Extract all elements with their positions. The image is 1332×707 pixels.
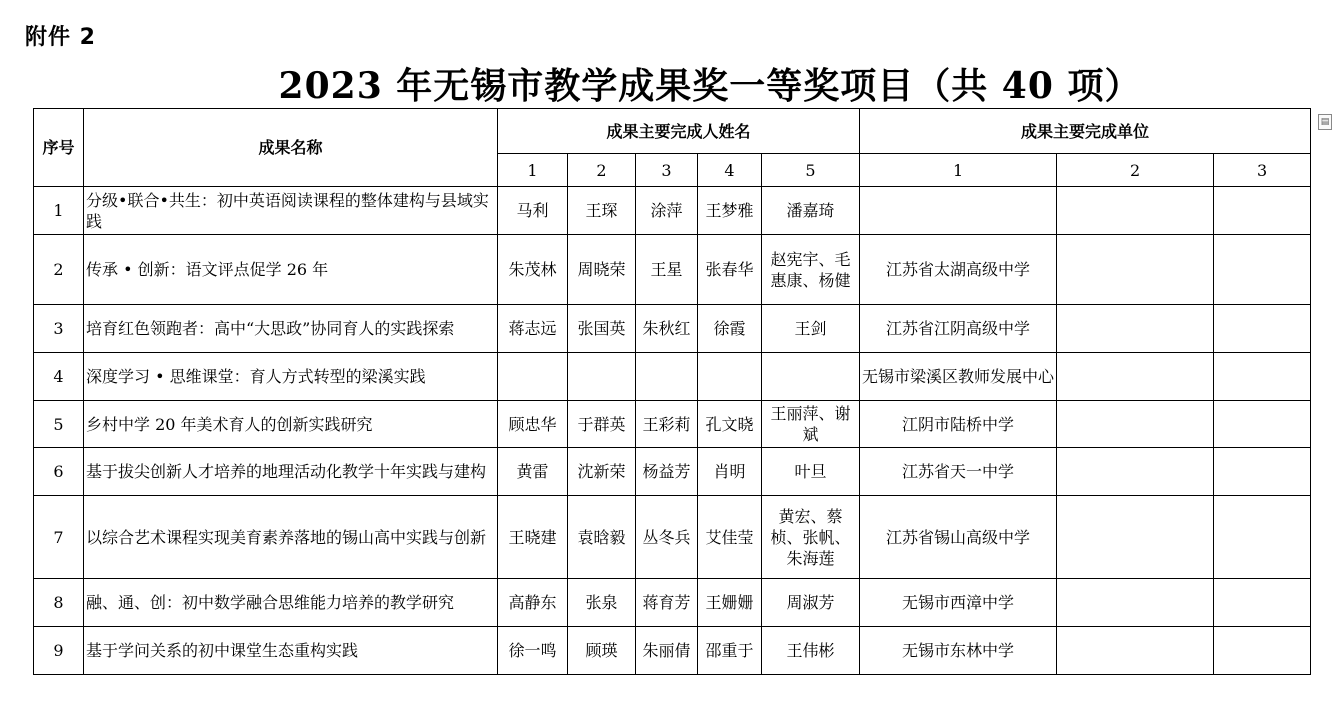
row-unit <box>1057 353 1214 401</box>
row-unit <box>1057 305 1214 353</box>
table-row <box>34 187 1311 235</box>
header-name: 成果名称 <box>84 109 498 187</box>
award-table <box>33 108 1311 675</box>
header-unit-col-2: 2 <box>1057 154 1214 187</box>
row-person: 高静东 <box>498 579 568 627</box>
row-person: 朱丽倩 <box>636 627 698 675</box>
row-seq: 8 <box>34 579 84 627</box>
row-person: 周晓荣 <box>568 235 636 305</box>
row-unit: 无锡市梁溪区教师发展中心 <box>860 353 1057 401</box>
row-person: 沈新荣 <box>568 448 636 496</box>
row-unit <box>1057 187 1214 235</box>
row-unit <box>1214 235 1311 305</box>
page-icon[interactable]: ▤ <box>1318 114 1332 130</box>
attachment-label: 附件 2 <box>25 25 96 50</box>
header-persons: 成果主要完成人姓名 <box>498 109 860 154</box>
row-person: 王彩莉 <box>636 401 698 448</box>
row-person: 朱秋红 <box>636 305 698 353</box>
row-person: 周淑芳 <box>762 579 860 627</box>
row-unit <box>1214 448 1311 496</box>
row-name: 深度学习 • 思维课堂：育人方式转型的梁溪实践 <box>84 353 498 401</box>
row-person: 张国英 <box>568 305 636 353</box>
row-person: 王丽萍、谢斌 <box>762 401 860 448</box>
row-unit <box>1057 235 1214 305</box>
row-person: 孔文晓 <box>698 401 762 448</box>
header-person-col-5: 5 <box>762 154 860 187</box>
row-person: 黄雷 <box>498 448 568 496</box>
row-person: 潘嘉琦 <box>762 187 860 235</box>
header-person-col-4: 4 <box>698 154 762 187</box>
row-name: 分级•联合•共生：初中英语阅读课程的整体建构与县域实践 <box>84 187 498 235</box>
row-person: 肖明 <box>698 448 762 496</box>
table-row <box>34 401 1311 448</box>
row-seq: 6 <box>34 448 84 496</box>
document-title: 2023 年无锡市教学成果奖一等奖项目（共 40 项） <box>278 65 1142 107</box>
row-unit <box>1214 579 1311 627</box>
table-row <box>34 579 1311 627</box>
table-row <box>34 496 1311 579</box>
row-name: 传承 • 创新：语文评点促学 26 年 <box>84 235 498 305</box>
row-person <box>698 353 762 401</box>
row-unit: 无锡市西漳中学 <box>860 579 1057 627</box>
row-person: 朱茂林 <box>498 235 568 305</box>
row-person: 叶旦 <box>762 448 860 496</box>
row-person: 张春华 <box>698 235 762 305</box>
row-person: 马利 <box>498 187 568 235</box>
row-seq: 5 <box>34 401 84 448</box>
table-row <box>34 353 1311 401</box>
row-seq: 4 <box>34 353 84 401</box>
header-person-col-1: 1 <box>498 154 568 187</box>
row-unit: 江苏省太湖高级中学 <box>860 235 1057 305</box>
row-name: 培育红色领跑者：高中“大思政”协同育人的实践探索 <box>84 305 498 353</box>
row-person: 王琛 <box>568 187 636 235</box>
table-row <box>34 235 1311 305</box>
row-seq: 1 <box>34 187 84 235</box>
row-person: 艾佳莹 <box>698 496 762 579</box>
row-person: 黄宏、蔡桢、张帆、朱海莲 <box>762 496 860 579</box>
row-unit <box>1057 627 1214 675</box>
row-unit: 无锡市东林中学 <box>860 627 1057 675</box>
row-seq: 7 <box>34 496 84 579</box>
header-person-col-2: 2 <box>568 154 636 187</box>
row-person: 杨益芳 <box>636 448 698 496</box>
row-unit <box>860 187 1057 235</box>
row-unit: 江苏省锡山高级中学 <box>860 496 1057 579</box>
row-person: 王晓建 <box>498 496 568 579</box>
table-row <box>34 627 1311 675</box>
row-name: 以综合艺术课程实现美育素养落地的锡山高中实践与创新 <box>84 496 498 579</box>
header-units: 成果主要完成单位 <box>860 109 1311 154</box>
row-person: 蒋育芳 <box>636 579 698 627</box>
row-unit: 江苏省天一中学 <box>860 448 1057 496</box>
header-person-col-3: 3 <box>636 154 698 187</box>
row-person: 徐一鸣 <box>498 627 568 675</box>
table-row <box>34 305 1311 353</box>
row-unit <box>1214 496 1311 579</box>
row-person: 顾忠华 <box>498 401 568 448</box>
row-unit <box>1057 496 1214 579</box>
row-unit <box>1214 353 1311 401</box>
table-row <box>34 448 1311 496</box>
row-seq: 2 <box>34 235 84 305</box>
row-person <box>498 353 568 401</box>
row-unit <box>1057 448 1214 496</box>
header-unit-col-1: 1 <box>860 154 1057 187</box>
row-person: 王姗姗 <box>698 579 762 627</box>
header-row-main <box>34 109 1311 154</box>
row-name: 基于学问关系的初中课堂生态重构实践 <box>84 627 498 675</box>
row-person: 王伟彬 <box>762 627 860 675</box>
row-seq: 9 <box>34 627 84 675</box>
row-person: 丛冬兵 <box>636 496 698 579</box>
row-person <box>636 353 698 401</box>
row-person: 赵宪宇、毛惠康、杨健 <box>762 235 860 305</box>
row-person: 徐霞 <box>698 305 762 353</box>
row-unit <box>1214 305 1311 353</box>
row-unit <box>1214 627 1311 675</box>
row-unit <box>1214 401 1311 448</box>
header-unit-col-3: 3 <box>1214 154 1311 187</box>
row-person: 顾瑛 <box>568 627 636 675</box>
header-seq: 序号 <box>34 109 84 187</box>
row-person: 蒋志远 <box>498 305 568 353</box>
row-name: 乡村中学 20 年美术育人的创新实践研究 <box>84 401 498 448</box>
row-person: 邵重于 <box>698 627 762 675</box>
row-name: 融、通、创：初中数学融合思维能力培养的教学研究 <box>84 579 498 627</box>
row-unit: 江阴市陆桥中学 <box>860 401 1057 448</box>
row-unit: 江苏省江阴高级中学 <box>860 305 1057 353</box>
row-unit <box>1057 579 1214 627</box>
row-person: 王剑 <box>762 305 860 353</box>
row-person <box>762 353 860 401</box>
row-person: 涂萍 <box>636 187 698 235</box>
row-name: 基于拔尖创新人才培养的地理活动化教学十年实践与建构 <box>84 448 498 496</box>
row-person: 王星 <box>636 235 698 305</box>
row-seq: 3 <box>34 305 84 353</box>
row-person: 张泉 <box>568 579 636 627</box>
row-person: 袁晗毅 <box>568 496 636 579</box>
row-person: 王梦雅 <box>698 187 762 235</box>
row-unit <box>1214 187 1311 235</box>
row-unit <box>1057 401 1214 448</box>
row-person: 于群英 <box>568 401 636 448</box>
row-person <box>568 353 636 401</box>
